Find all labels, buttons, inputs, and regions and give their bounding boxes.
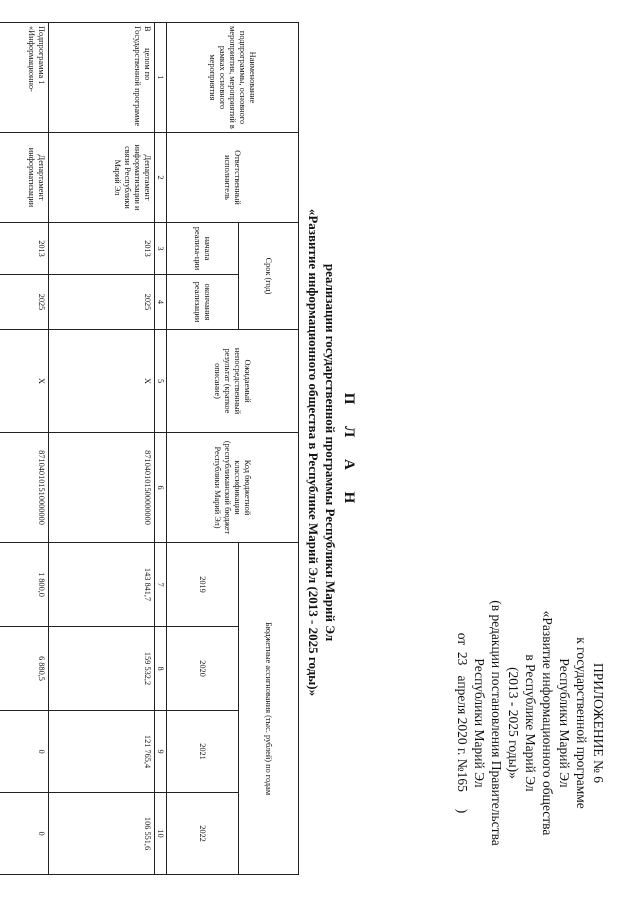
column-number: 6	[155, 433, 167, 543]
cell-name: В целом по Государственной программе	[49, 23, 155, 133]
cell-code: 871040101510000000	[0, 433, 49, 543]
header-responsible: Ответственный исполнитель	[167, 133, 299, 223]
column-number: 7	[155, 543, 167, 627]
column-number: 10	[155, 793, 167, 875]
column-number-row	[155, 23, 167, 875]
header-2020: 2020	[167, 627, 239, 711]
appendix-line: (в редакции постановления Правительства	[489, 600, 504, 846]
cell-result: Х	[49, 330, 155, 433]
header-name: Наименование подпрограммы, основного мероприятия, мероприятий в рамках основного мероприятия	[167, 23, 299, 133]
page-subtitle: реализации государственной программы Республики Марий Эл	[323, 263, 338, 642]
header-result: Ожидаемый непосредственный результат (краткое описание)	[167, 330, 299, 433]
appendix-line: «Развитие информационного общества	[540, 610, 555, 836]
column-number: 8	[155, 627, 167, 711]
cell-2022: 106 551,6	[49, 793, 155, 875]
cell-2021: 0	[0, 711, 49, 793]
appendix-line: от 23 апреля 2020 г. №165 )	[455, 632, 470, 814]
cell-2020: 6 880,5	[0, 627, 49, 711]
column-number: 9	[155, 711, 167, 793]
appendix-line: Республики Марий Эл	[557, 658, 572, 788]
appendix-block	[454, 573, 607, 873]
cell-responsible: Департамент информатизации и связи Республики Марий Эл	[49, 133, 155, 223]
cell-2022: 0	[0, 793, 49, 875]
column-number: 2	[155, 133, 167, 223]
cell-result: Х	[0, 330, 49, 433]
column-number: 3	[155, 223, 167, 275]
cell-responsible: Департамент информатизации	[0, 133, 49, 223]
appendix-line: к государственной программе	[574, 637, 589, 809]
table-row	[0, 23, 49, 875]
column-number: 5	[155, 330, 167, 433]
appendix-line: Республики Марий Эл	[472, 658, 487, 788]
header-budget: Бюджетные ассигнования (тыс. рублей) по годам	[239, 543, 299, 875]
appendix-line: (2013 - 2025 годы)»	[506, 667, 521, 779]
header-start: начала реализа-ции	[167, 223, 239, 275]
cell-2019: 143 841,7	[49, 543, 155, 627]
cell-2021: 121 765,4	[49, 711, 155, 793]
cell-end: 2025	[49, 275, 155, 330]
page-title: П Л А Н	[341, 392, 357, 513]
table-row	[49, 23, 155, 875]
cell-2019: 1 800,0	[0, 543, 49, 627]
header-2019: 2019	[167, 543, 239, 627]
header-code: Код бюджетной классификации (республиканский бюджет Республики Марий Эл)	[167, 433, 299, 543]
cell-start: 2013	[0, 223, 49, 275]
cell-start: 2013	[49, 223, 155, 275]
appendix-line: ПРИЛОЖЕНИЕ № 6	[591, 662, 606, 784]
cell-code: 871040101500000000	[49, 433, 155, 543]
cell-2020: 159 532,2	[49, 627, 155, 711]
header-2022: 2022	[167, 793, 239, 875]
header-term: Срок (год)	[239, 223, 299, 330]
cell-end: 2025	[0, 275, 49, 330]
header-2021: 2021	[167, 711, 239, 793]
plan-table	[0, 22, 299, 875]
appendix-line: в Республике Марий Эл	[523, 654, 538, 792]
column-number: 4	[155, 275, 167, 330]
column-number: 1	[155, 23, 167, 133]
header-end: окончания реализации	[167, 275, 239, 330]
cell-name: Подпрограмма 1 «Информационно-	[0, 23, 49, 133]
page-subtitle-program: «Развитие информационного общества в Республике Марий Эл (2013 - 2025 годы)»	[306, 208, 321, 697]
